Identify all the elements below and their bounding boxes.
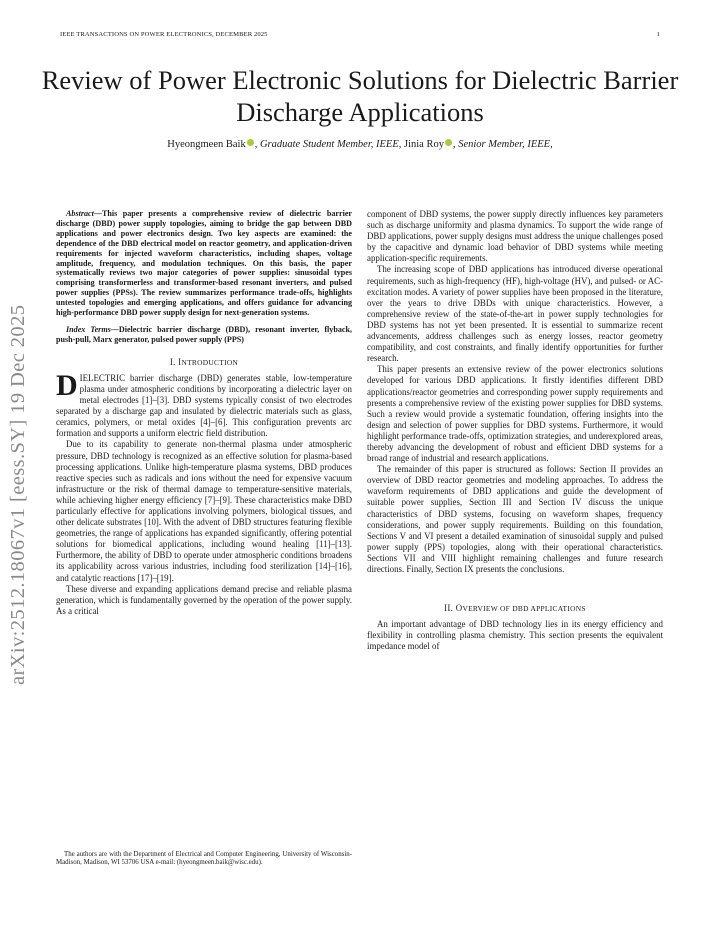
paragraph-text: IELECTRIC barrier discharge (DBD) generates stable, low-temperature plasma under atmospheric conditions by incorporating a dielectric layer on metal electrodes [1]–[3]. DBD systems typically consist of two electrodes separated by a discharge gap and insulated by dielectric materials such as glass, ceramics, polymers, or metal oxides [4]–[6]. This configuration prevents arc formation and supports a uniform electric field distribution.: [56, 372, 352, 439]
running-head: [60, 31, 660, 38]
body-paragraph: component of DBD systems, the power supply directly influences key parameters such as discharge uniformity and plasma dynamics. To support the wide range of DBD applications, power supply designs must address the unique challenges posed by the capacitive and dynamic load behavior of DBD systems while meeting application-specific requirements.: [367, 209, 663, 264]
arxiv-identifier: arXiv:2512.18067v1 [eess.SY] 19 Dec 2025: [7, 304, 29, 685]
author-membership: Graduate Student Member, IEEE,: [259, 139, 402, 150]
abstract-text: —This paper presents a comprehensive review of dielectric barrier discharge (DBD) power supply topologies, aiming to bridge the gap between DBD applications and power electronics design. Two key aspects are examined: the dependence of the DBD electrical model on reactor geometry, and application-driven requirements for injected waveform characteristics, including shapes, voltage amplitude, frequency, and modulation techniques. On this basis, the paper systematically reviews two major categories of power supplies: sinusoidal types comprising transformerless and transformer-based resonant inverters, and pulsed power supplies (PPSs). The review summarizes performance trade-offs, highlights untested topologies and emerging applications, and offers guidance for advancing high-performance DBD power supply design for next-generation systems.: [56, 209, 352, 318]
body-paragraph: The remainder of this paper is structured as follows: Section II provides an overview of DBD reactor geometries and modeling approaches. To address the waveform requirements of DBD applications and guide the development of suitable power supplies, Section III and Section IV discuss the unique characteristics of DBD systems, focusing on waveform shapes, frequency considerations, and power supply requirements. Building on this foundation, Sections V and VI present a detailed examination of sinusoidal supply and pulsed power supply (PPS) topologies, along with their operational characteristics. Sections VII and VIII highlight remaining challenges and future research directions. Finally, Section IX presents the conclusions.: [367, 464, 663, 574]
section-heading-overview: [367, 603, 663, 614]
section-heading-introduction: [56, 357, 352, 368]
body-paragraph: This paper presents an extensive review of the power electronics solutions developed for various DBD applications. It firstly identifies different DBD applications/reactor geometries and corresponding power supply requirements and presents a comprehensive review of the existing power supplies for DBD systems. Such a review would provide a systematic foundation, offering insights into the design and selection of power supplies for DBD systems. Furthermore, it would highlight performance trade-offs, optimization strategies, and underexplored areas, thereby advancing the development of robust and efficient DBD systems for a broad range of industrial and research applications.: [367, 364, 663, 464]
right-column: [367, 209, 663, 652]
section-numeral: I. I: [169, 356, 182, 367]
author-name: Hyeongmeen Baik: [167, 139, 246, 150]
index-terms: [56, 325, 352, 345]
paper-title: Review of Power Electronic Solutions for Dielectric Barrier Discharge Applications: [41, 65, 679, 127]
body-paragraph: [56, 368, 352, 440]
author-name: Jinia Roy: [404, 139, 444, 150]
index-terms-label: Index Terms: [66, 324, 111, 334]
drop-cap: D: [56, 368, 78, 402]
abstract-label: Abstract: [66, 209, 94, 218]
arxiv-stamp: [7, 245, 37, 685]
author-membership: Senior Member, IEEE,: [458, 139, 553, 150]
body-paragraph: The increasing scope of DBD applications has introduced diverse operational requirements, such as high-frequency (HF), high-voltage (HV), and pulsed- or AC-excitation modes. A variety of power supplies have been proposed in the literature, over the years to drive DBDs with unique characteristics. However, a comprehensive review of the state-of-the-art in power supply technologies for DBD systems has not yet been presented. It is essential to summarize recent advancements, address challenges such as energy losses, reactor geometry compatibility, and cost constraints, and finally identify opportunities for further research.: [367, 264, 663, 364]
section-numeral: II. O: [444, 603, 463, 614]
index-terms-text: —Dielectric barrier discharge (DBD), resonant inverter, flyback, push-pull, Marx generator, pulsed power supply (PPS): [56, 324, 352, 344]
section-title-part: VERVIEW OF DBD A: [462, 604, 537, 614]
left-column: [56, 209, 352, 617]
abstract: [56, 209, 352, 318]
orcid-icon[interactable]: [247, 139, 254, 146]
author-affiliation-footnote: The authors are with the Department of Electrical and Computer Engineering, University of Wisconsin-Madison, Madison, WI 53706 USA e-mail: (hyeongmeen.baik@wisc.edu).: [56, 851, 352, 867]
body-paragraph: An important advantage of DBD technology lies in its energy efficiency and flexibility in controlling plasma chemistry. This section presents the equivalent impedance model of: [367, 619, 663, 652]
author-line: Hyeongmeen Baik , Graduate Student Member, IEEE, Jinia Roy , Senior Member, IEEE,: [167, 139, 553, 150]
body-paragraph: These diverse and expanding applications demand precise and reliable plasma generation, which is fundamentally governed by the operation of the power supply. As a critical: [56, 583, 352, 616]
orcid-icon[interactable]: [445, 139, 452, 146]
section-title-part: PPLICATIONS: [536, 604, 586, 614]
journal-name: IEEE TRANSACTIONS ON POWER ELECTRONICS, DECEMBER 2025: [60, 31, 268, 38]
page-number: 1: [656, 31, 660, 38]
body-paragraph: Due to its capability to generate non-thermal plasma under atmospheric pressure, DBD technology is recognized as an effective solution for plasma-based processing applications. Unlike high-temperature plasma systems, DBD produces reactive species such as radicals and ions without the need for expensive vacuum infrastructure or the risk of thermal damage to temperature-sensitive materials, while achieving higher energy efficiency [7]–[9]. These characteristics make DBD particularly effective for applications involving polymers, biological tissues, and other delicate substrates [10]. With the advent of DBD structures featuring flexible geometries, the range of applications has expanded significantly, offering potential solutions for biomedical applications, including wound healing [11]–[13]. Furthermore, the ability of DBD to operate under atmospheric conditions broadens its applicability across various industries, including food sterilization [14]–[16], and catalytic reactions [17]–[19].: [56, 439, 352, 583]
section-title: NTRODUCTION: [181, 357, 239, 367]
